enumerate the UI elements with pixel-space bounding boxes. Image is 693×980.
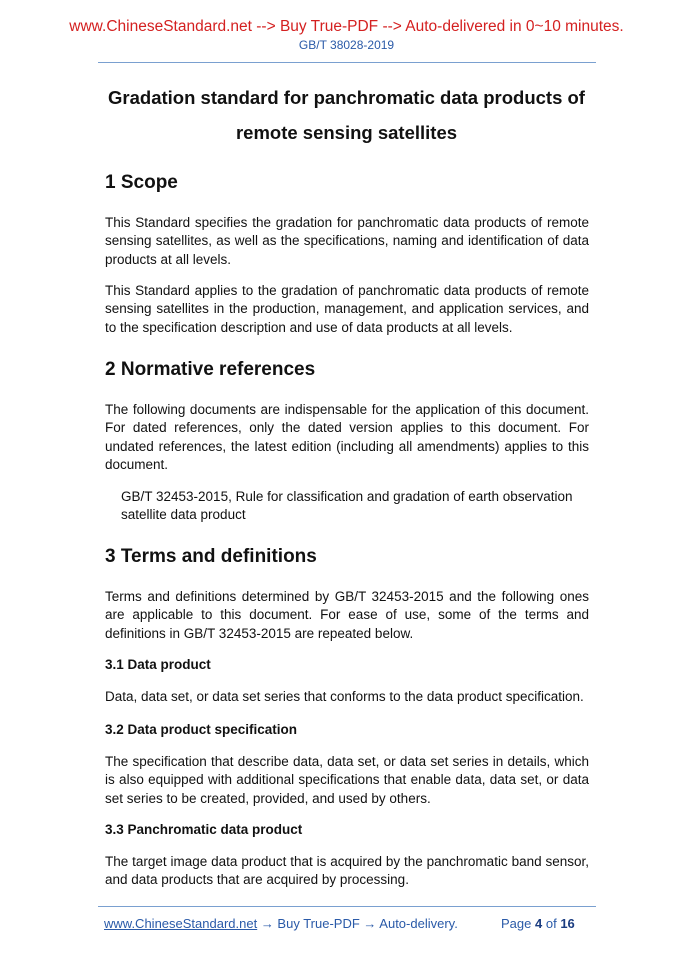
footer-site-link[interactable]: www.ChineseStandard.net bbox=[104, 916, 258, 931]
term-heading-data-product: 3.1 Data product bbox=[105, 657, 211, 672]
footer-purchase-text: → Buy True-PDF → Auto-delivery. bbox=[257, 916, 458, 931]
page-current: 4 bbox=[535, 916, 543, 931]
term-heading-data-product-specification: 3.2 Data product specification bbox=[105, 722, 298, 737]
normative-references-paragraph: The following documents are indispensable for the application of this document. For dated references, only the dated version applies to this document. For undated references, the latest edition (including all amendments) applies to this document. bbox=[105, 402, 589, 472]
document-title-line-1: Gradation standard for panchromatic data products of bbox=[108, 87, 585, 108]
normative-reference-item: GB/T 32453-2015, Rule for classification and gradation of earth observation satellite data product bbox=[121, 489, 573, 523]
scope-paragraph-2: This Standard applies to the gradation of panchromatic data products of remote sensing satellites in the production, management, and application services, and to the specification description and use of data products at all levels. bbox=[105, 283, 589, 335]
terms-intro-paragraph: Terms and definitions determined by GB/T 32453-2015 and the following ones are applicable to this document. For ease of use, some of the terms and definitions in GB/T 32453-2015 are repeated below. bbox=[105, 589, 589, 641]
top-banner-link[interactable]: www.ChineseStandard.net --> Buy True-PDF --> Auto-delivered in 0~10 minutes. bbox=[69, 18, 624, 35]
page-label: Page bbox=[501, 916, 532, 931]
section-heading-scope: 1 Scope bbox=[105, 172, 178, 193]
section-heading-normative-references: 2 Normative references bbox=[105, 359, 316, 380]
section-heading-terms-and-definitions: 3 Terms and definitions bbox=[105, 546, 317, 567]
scope-paragraph-1: This Standard specifies the gradation for panchromatic data products of remote sensing satellites, as well as the specifications, naming and identification of data products at all levels. bbox=[105, 215, 589, 267]
document-title-line-2: remote sensing satellites bbox=[235, 122, 458, 143]
term-text-data-product: Data, data set, or data set series that conforms to the data product specification. bbox=[105, 689, 584, 704]
of-label: of bbox=[545, 916, 557, 931]
header-divider bbox=[98, 62, 596, 63]
footer-divider bbox=[98, 906, 596, 907]
term-heading-panchromatic-data-product: 3.3 Panchromatic data product bbox=[105, 822, 303, 837]
footer-left bbox=[104, 916, 458, 931]
page-total: 16 bbox=[560, 916, 575, 931]
standard-number: GB/T 38028-2019 bbox=[298, 38, 395, 52]
term-text-data-product-specification: The specification that describe data, data set, or data set series in details, which is also equipped with additional specifications that enable data, data set, or data set series to be created, provided, and used by others. bbox=[105, 754, 589, 806]
term-text-panchromatic-data-product: The target image data product that is acquired by the panchromatic band sensor, and data products that are acquired by processing. bbox=[105, 854, 589, 888]
page-indicator bbox=[501, 916, 575, 931]
